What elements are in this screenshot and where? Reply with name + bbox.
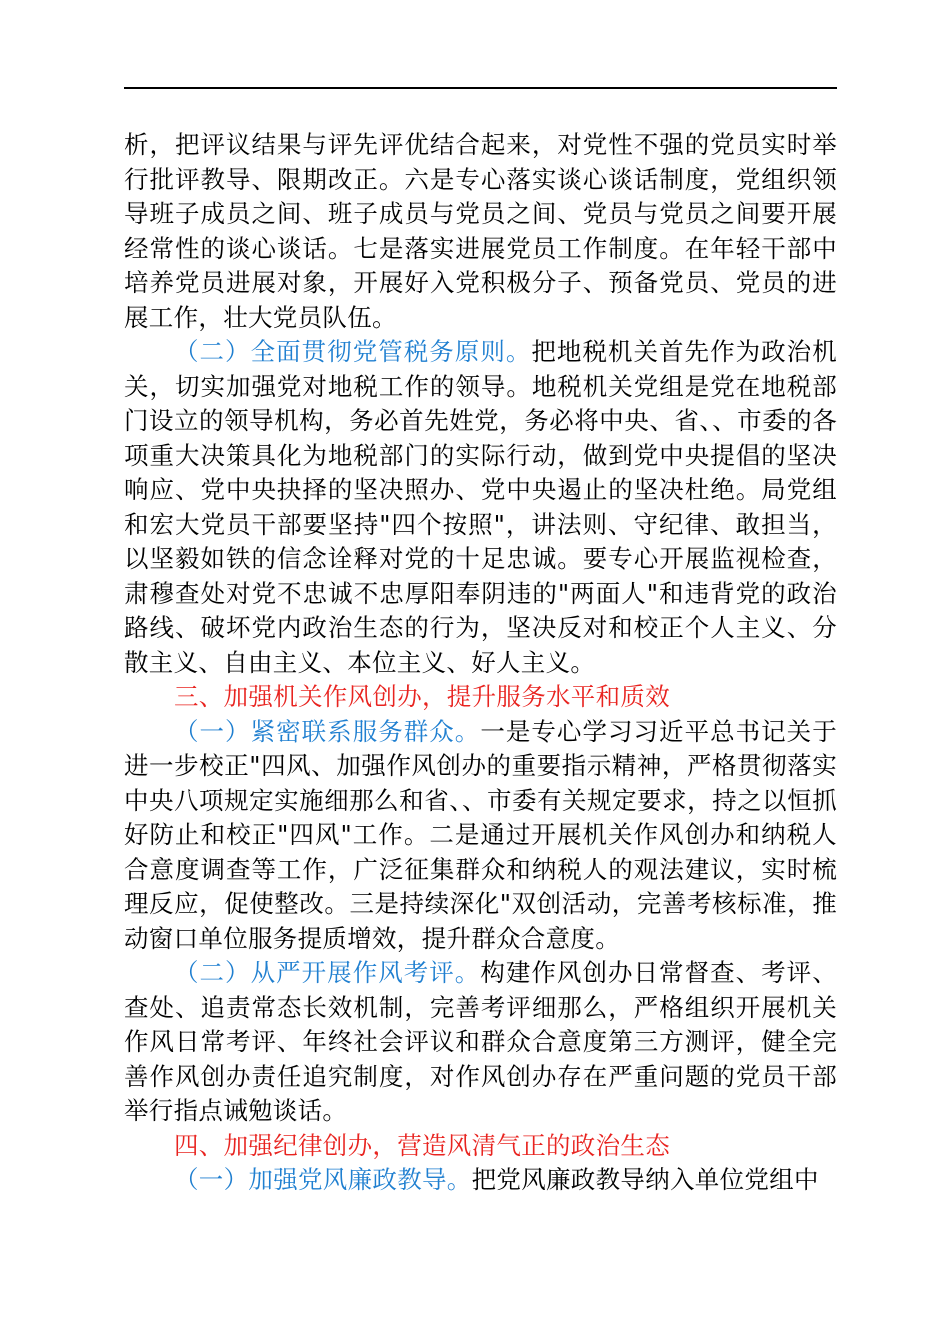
paragraph-text: 构建作风创办日常督查、考评、查处、追责常态长效机制，完善考评细那么，严格组织开展机关作风日常考评、年终社会评议和群众合意度第三方测评，健全完善作风创办责任追究制度，对作风创办存在严重问题的党员干部举行指点诫勉谈话。 [124,958,837,1125]
header-rule [124,87,837,89]
paragraph-text: 把党风廉政教导纳入单位党组中 [471,1165,819,1194]
paragraph-text: 把地税机关首先作为政治机关，切实加强党对地税工作的领导。地税机关党组是党在地税部门设立的领导机构，务必首先姓党，务必将中央、省、、市委的各项重大决策具化为地税部门的实际行动，做到党中央提倡的坚决响应、党中央抉择的坚决照办、党中央遏止的坚决杜绝。局党组和宏大党员干部要坚持"四个按照"，讲法则、守纪律、敢担当，以坚毅如铁的信念诠释对党的十足忠诚。要专心开展监视检查，肃穆查处对党不忠诚不忠厚阳奉阴违的"两面人"和违背党的政治路线、破坏党内政治生态的行为，坚决反对和校正个人主义、分散主义、自由主义、本位主义、好人主义。 [124,337,837,677]
subheading-party-tax-principle: （二）全面贯彻党管税务原则。 [174,337,532,366]
paragraph-continuation [124,128,837,335]
subheading-integrity-education: （一）加强党风廉政教导。 [174,1165,472,1194]
paragraph-text: 一是专心学习习近平总书记关于进一步校正"四风、加强作风创办的重要指示精神，严格贯彻落实中央八项规定实施细那么和省、、市委有关规定要求，持之以恒抓好防止和校正"四风"工作。二是通过开展机关作风创办和纳税人合意度调查等工作，广泛征集群众和纳税人的观法建议，实时梳理反应，促使整改。三是持续深化"双创活动，完善考核标准，推动窗口单位服务提质增效，提升群众合意度。 [124,716,837,953]
paragraph-integrity-education [124,1163,837,1198]
section-heading-work-style: 三、加强机关作风创办，提升服务水平和质效 [174,682,670,711]
document-body [124,128,837,1198]
section-heading-discipline: 四、加强纪律创办，营造风清气正的政治生态 [174,1130,670,1160]
paragraph-serve-masses [124,715,837,957]
subheading-serve-masses: （一）紧密联系服务群众。 [174,716,481,746]
paragraph-style-evaluation [124,956,837,1129]
subheading-style-evaluation: （二）从严开展作风考评。 [174,958,481,987]
paragraph-party-tax-principle [124,335,837,680]
paragraph-text: 析，把评议结果与评先评优结合起来，对党性不强的党员实时举行批评教导、限期改正。六是专心落实谈心谈话制度，党组织领导班子成员之间、班子成员与党员之间、党员与党员之间要开展经常性的谈心谈话。七是落实进展党员工作制度。在年轻干部中培养党员进展对象，开展好入党积极分子、预备党员、党员的进展工作，壮大党员队伍。 [124,130,837,332]
